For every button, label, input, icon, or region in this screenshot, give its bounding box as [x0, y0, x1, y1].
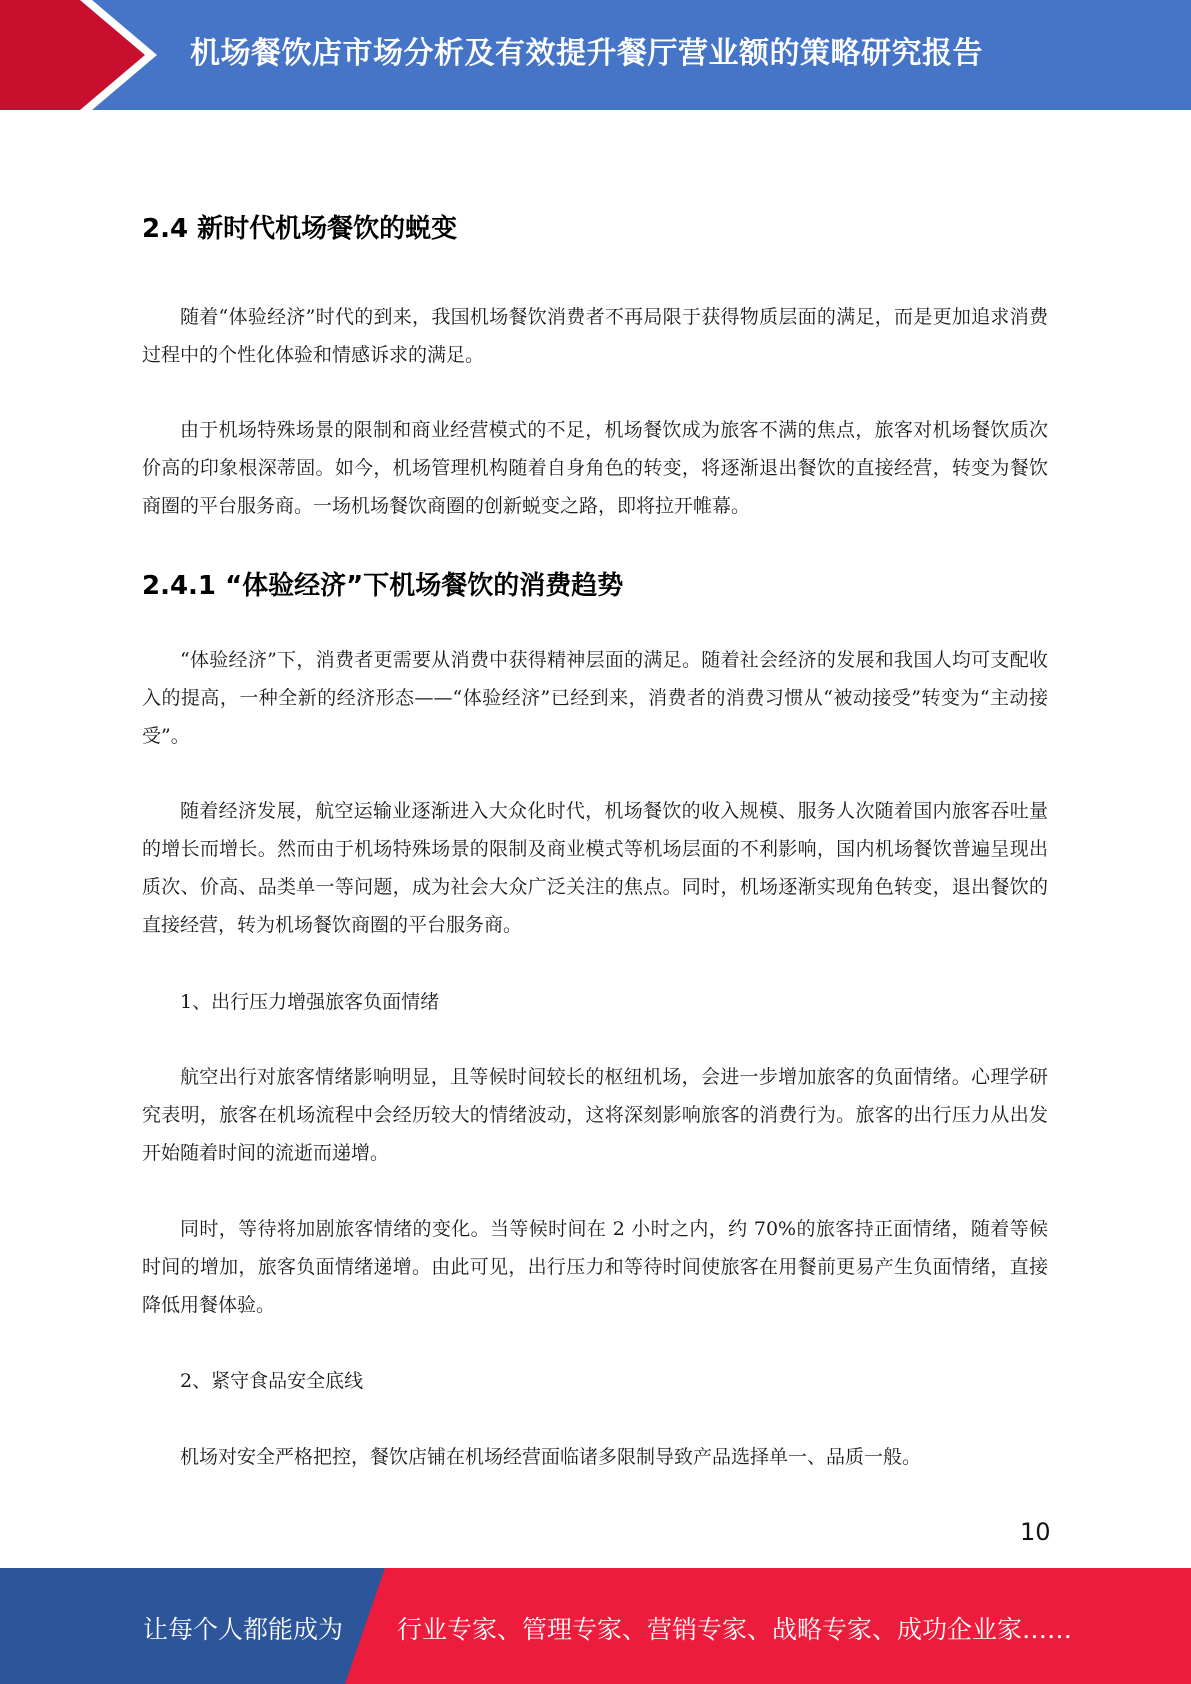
paragraph: 航空出行对旅客情绪影响明显，且等候时间较长的枢纽机场，会进一步增加旅客的负面情绪。心理学研究表明，旅客在机场流程中会经历较大的情绪波动，这将深刻影响旅客的消费行为。旅客的出行压力从出发开始随着时间的流逝而递增。 — [142, 1066, 1048, 1164]
header-banner — [0, 0, 1191, 110]
page-number: 10 — [1020, 1518, 1051, 1546]
paragraph: 随着“体验经济”时代的到来，我国机场餐饮消费者不再局限于获得物质层面的满足，而是更加追求消费过程中的个性化体验和情感诉求的满足。 — [142, 306, 1048, 366]
list-item-heading-1: 1、出行压力增强旅客负面情绪 — [180, 991, 440, 1013]
paragraph: “体验经济”下，消费者更需要从消费中获得精神层面的满足。随着社会经济的发展和我国人均可支配收入的提高，一种全新的经济形态——“体验经济”已经到来，消费者的消费习惯从“被动接受”转变为“主动接受”。 — [142, 649, 1048, 747]
paragraph: 由于机场特殊场景的限制和商业经营模式的不足，机场餐饮成为旅客不满的焦点，旅客对机场餐饮质次价高的印象根深蒂固。如今，机场管理机构随着自身角色的转变，将逐渐退出餐饮的直接经营，转变为餐饮商圈的平台服务商。一场机场餐饮商圈的创新蜕变之路，即将拉开帷幕。 — [142, 419, 1048, 517]
report-title: 机场餐饮店市场分析及有效提升餐厅营业额的策略研究报告 — [190, 36, 983, 71]
paragraph: 机场对安全严格把控，餐饮店铺在机场经营面临诸多限制导致产品选择单一、品质一般。 — [180, 1446, 922, 1468]
footer-slogan-right: 行业专家、管理专家、营销专家、战略专家、成功企业家…… — [397, 1615, 1073, 1644]
footer-banner — [0, 1568, 1191, 1684]
paragraph: 同时，等待将加剧旅客情绪的变化。当等候时间在 2 小时之内，约 70%的旅客持正面情绪，随着等候时间的增加，旅客负面情绪递增。由此可见，出行压力和等待时间使旅客在用餐前更易产生负面情绪，直接降低用餐体验。 — [142, 1218, 1048, 1316]
section-heading-2-4: 2.4 新时代机场餐饮的蜕变 — [142, 214, 458, 244]
paragraph: 随着经济发展，航空运输业逐渐进入大众化时代，机场餐饮的收入规模、服务人次随着国内旅客吞吐量的增长而增长。然而由于机场特殊场景的限制及商业模式等机场层面的不利影响，国内机场餐饮普遍呈现出质次、价高、品类单一等问题，成为社会大众广泛关注的焦点。同时，机场逐渐实现角色转变，退出餐饮的直接经营，转为机场餐饮商圈的平台服务商。 — [142, 800, 1048, 936]
footer-slogan-left: 让每个人都能成为 — [143, 1615, 344, 1644]
list-item-heading-2: 2、紧守食品安全底线 — [180, 1370, 364, 1392]
header-red-arrow — [0, 0, 145, 110]
section-heading-2-4-1: 2.4.1 “体验经济”下机场餐饮的消费趋势 — [142, 571, 624, 601]
